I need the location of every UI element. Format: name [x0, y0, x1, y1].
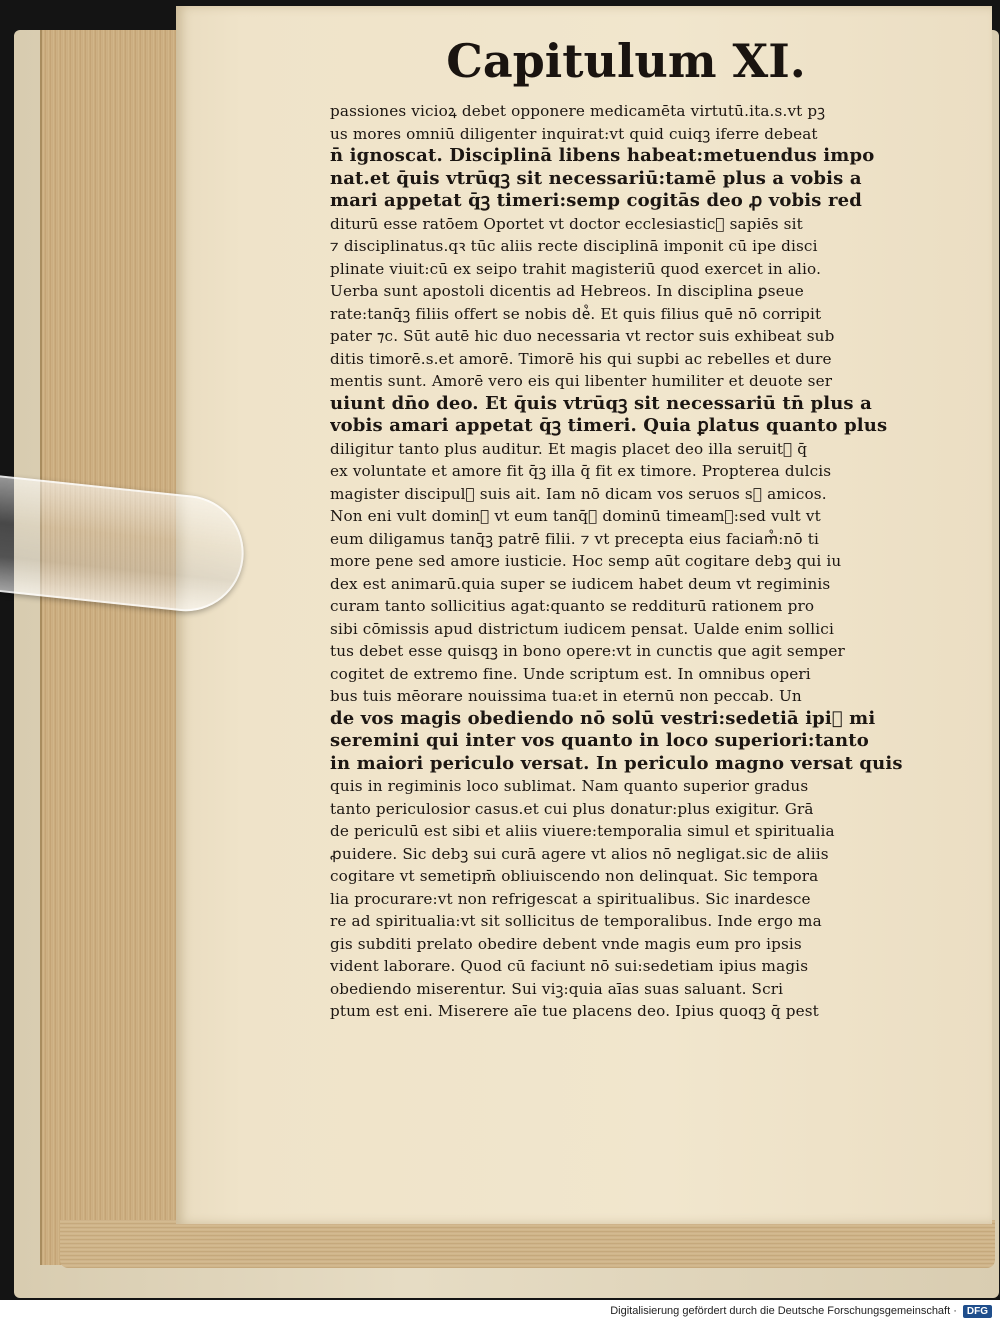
footer-bar — [0, 1300, 1000, 1322]
printed-page — [176, 6, 992, 1224]
running-head: Capitulum XI. — [446, 34, 806, 88]
text-line: gis subditi prelato obedire debent vnde magis eum pro ipsis — [330, 934, 802, 953]
text-line: sibi cōmissis apud districtum iudicem pensat. Ualde enim sollici — [330, 619, 834, 638]
text-line: curam tanto sollicitius agat:quanto se redditurū rationem pro — [330, 597, 815, 615]
page-fore-edge — [40, 30, 182, 1265]
text-line: pater ⁊c. Sūt autē hic duo necessaria vt rector suis exhibeat sub — [330, 327, 835, 345]
text-line: uiunt dn̄o deo. Et q̄uis vtrūqꝫ sit necessariū tn̄ plus a — [330, 392, 872, 414]
text-line: passiones vicioꝝ debet opponere medicamēta virtutū.ita.s.vt pꝫ — [330, 102, 826, 120]
text-line: nat.et q̄uis vtrūqꝫ sit necessariū:tamē plus a vobis a — [330, 167, 862, 189]
text-line: vident laborare. Quod cū faciunt nō sui:sedetiam ipius magis — [330, 957, 809, 975]
text-block — [330, 100, 930, 1023]
text-line: seremini qui inter vos quanto in loco superiori:tanto — [330, 730, 869, 751]
text-line: quis in regiminis loco sublimat. Nam quanto superior gradus — [330, 777, 809, 795]
text-line: tanto periculosior casus.et cui plus donatur:plus exigitur. Grā — [330, 799, 814, 818]
text-line: re ad spiritualia:vt sit sollicitus de temporalibus. Inde ergo ma — [330, 912, 822, 930]
text-line: more pene sed amore iusticie. Hoc semp aūt cogitare debꝫ qui iu — [330, 552, 842, 570]
text-line: ⁊ disciplinatus.qꝛ tūc aliis recte disciplinā imponit cū ipe disci — [330, 237, 818, 255]
text-line: Uerba sunt apostoli dicentis ad Hebreos. In disciplina ꝑseue — [330, 282, 804, 300]
text-line: ditis timorē.s.et amorē. Timorē his qui supbi ac rebelles et dure — [330, 349, 832, 368]
text-line: ptum est eni. Miserere aīe tue placens deo. Ipius quoqꝫ q̄ pest — [330, 1002, 819, 1020]
text-line: dex est animarū.quia super se iudicem habet deum vt regiminis — [330, 574, 831, 593]
text-line: Non eni vult domin᷒ vt eum tanq̄ꝫ dominū timeam᷒:sed vult vt — [330, 507, 821, 525]
page-bottom-edge — [60, 1220, 995, 1268]
text-line: bus tuis mēorare nouissima tua:et in eternū non peccab. Un — [330, 687, 802, 705]
dfg-logo: DFG — [963, 1305, 992, 1318]
text-line: tus debet esse quisqꝫ in bono opere:vt in cunctis que agit semper — [330, 642, 845, 660]
text-line: diligitur tanto plus auditur. Et magis placet deo illa seruit᷒ q̄ — [330, 439, 808, 458]
text-line: lia procurare:vt non refrigescat a spiritualibus. Sic inardesce — [330, 889, 811, 908]
text-line: diturū esse ratōem Oportet vt doctor ecclesiastic᷒ sapiēs sit — [330, 214, 803, 233]
text-line: eum diligamus tanq̄ꝫ patrē filii. ⁊ vt precepta eius faciam᷒:nō ti — [330, 529, 819, 548]
text-line: mari appetat q̄ꝫ timeri:semp cogitās deo ꝓ vobis red — [330, 190, 862, 211]
text-line: obediendo miserentur. Sui viꝫ:quia aīas suas saluant. Scri — [330, 979, 784, 998]
text-line: n̄ ignoscat. Disciplinā libens habeat:metuendus impo — [330, 145, 875, 166]
text-line: de vos magis obediendo nō solū vestri:sedetiā ipi᷒ mi — [330, 707, 876, 729]
text-line: magister discipul᷒ suis ait. Iam nō dicam vos seruos sꝫ amicos. — [330, 484, 827, 503]
text-line: cogitet de extremo fine. Unde scriptum est. In omnibus operi — [330, 664, 811, 683]
text-line: de periculū est sibi et aliis viuere:temporalia simul et spiritualia — [330, 822, 835, 840]
text-line: ꝓuidere. Sic debꝫ sui curā agere vt alios nō negligat.sic de aliis — [330, 844, 829, 863]
footer-credit: Digitalisierung gefördert durch die Deutsche Forschungsgemeinschaft · — [610, 1305, 957, 1317]
text-line: us mores omniū diligenter inquirat:vt quid cuiqꝫ iferre debeat — [330, 124, 818, 143]
text-line: mentis sunt. Amorē vero eis qui libenter humiliter et deuote ser — [330, 372, 833, 390]
text-line: cogitare vt semetipm̄ obliuiscendo non delinquat. Sic tempora — [330, 867, 819, 885]
text-line: plinate viuit:cū ex seipo trahit magisteriū quod exercet in alio. — [330, 259, 822, 278]
text-line: in maiori periculo versat. In periculo magno versat quis — [330, 752, 903, 774]
text-line: rate:tanq̄ꝫ filiis offert se nobis de᷒. Et quis filius quē nō corripit — [330, 304, 822, 323]
text-line: vobis amari appetat q̄ꝫ timeri. Quia ꝑlatus quanto plus — [330, 415, 888, 436]
text-line: ex voluntate et amore fit q̄ꝫ illa q̄ fit ex timore. Propterea dulcis — [330, 462, 832, 480]
